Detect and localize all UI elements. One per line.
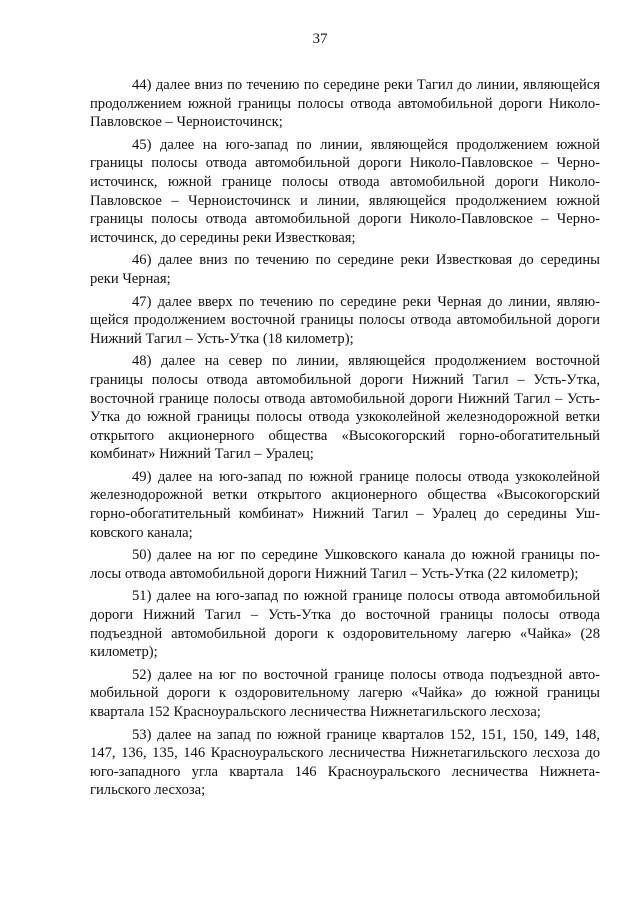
paragraph-48: 48) далее на север по линии, являющейся продолжением восточной границы полосы отвода автомобильной дороги Нижний Тагил – Усть-Утка, восточной границе полосы отвода автомобильной дороги Нижний Тагил – Усть-Утка до южной границы полосы отвода узкоколейной железнодорожной ветки открытого акционерного общества «Высокогорский горно-обогатительный комбинат» Нижний Тагил – Уралец; [90,353,600,463]
paragraph-52: 52) далее на юг по восточной границе полосы отвода подъездной автомобильной дороги к оздоровительному лагерю «Чайка» до южной границы квартала 152 Красноуральского лесничества Нижнетагильского лесхоза; [90,666,600,720]
paragraph-46: 46) далее вниз по течению по середине реки Известковая до середины реки Черная; [90,252,600,287]
paragraph-45: 45) далее на юго-запад по линии, являющейся продолжением южной границы полосы отвода автомобильной дороги Николо-Павловское – Черноисточинск, южной границе полосы отвода автомобильной дороги Николо-Павловское – Черноисточинск и линии, являющейся продолжением южной границы полосы отвода автомобильной дороги Николо-Павловское – Черноисточинск, до середины реки Известковая; [90,136,600,246]
paragraph-50: 50) далее на юг по середине Ушковского канала до южной границы полосы отвода автомобильной дороги Нижний Тагил – Усть-Утка (22 километр); [90,547,600,582]
paragraph-47: 47) далее вверх по течению по середине реки Черная до линии, являющейся продолжением восточной границы полосы отвода автомобильной дороги Нижний Тагил – Усть-Утка (18 километр); [90,293,600,347]
paragraph-44: 44) далее вниз по течению по середине реки Тагил до линии, являющейся продолжением южной границы полосы отвода автомобильной дороги Николо-Павловское – Черноисточинск; [90,77,600,131]
page-number: 37 [312,31,328,47]
paragraph-53: 53) далее на запад по южной границе кварталов 152, 151, 150, 149, 148, 147, 136, 135, 146 Красноуральского лесничества Нижнетагильского лесхоза до юго-западного угла квартала 146 Красноуральского лесничества Нижнетагильского лесхоза; [90,726,600,799]
paragraph-49: 49) далее на юго-запад по южной границе полосы отвода узкоколейной железнодорожной ветки открытого акционерного общества «Высокогорский горно-обогатительный комбинат» Нижний Тагил – Уралец до середины Ушковского канала; [90,468,600,541]
paragraph-51: 51) далее на юго-запад по южной границе полосы отвода автомобильной дороги Нижний Тагил – Усть-Утка до восточной границы полосы отвода подъездной автомобильной дороги к оздоровительному лагерю «Чайка» (28 километр); [90,588,600,661]
document-body [90,76,600,804]
